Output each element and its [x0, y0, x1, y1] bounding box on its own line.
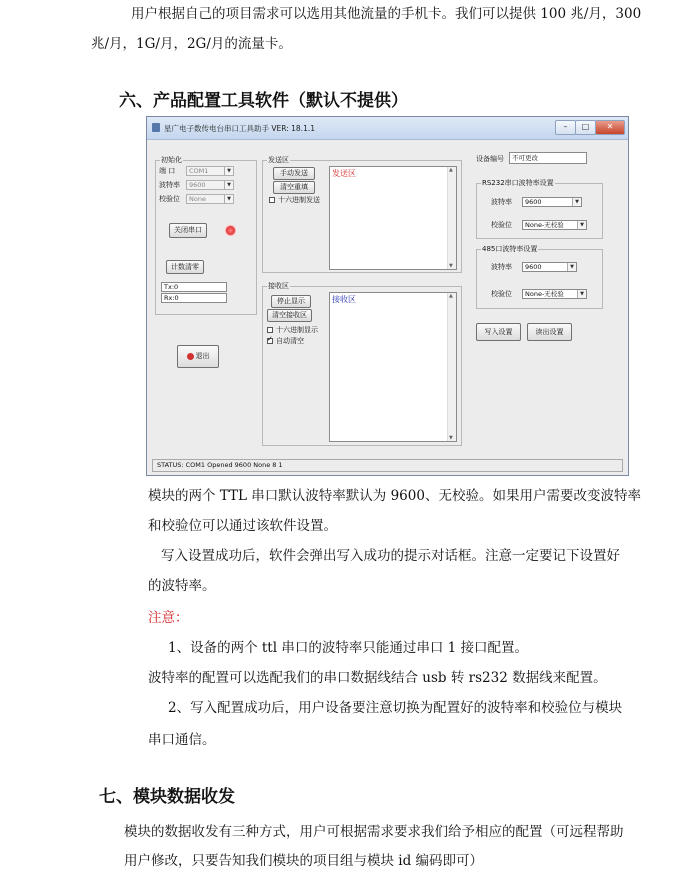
send-group — [262, 156, 462, 273]
chevron-down-icon: ▼ — [224, 195, 233, 203]
para2-line-2: 的波特率。 — [148, 578, 216, 594]
rs232-group-title: RS232串口波特率设置 — [482, 179, 554, 187]
write-settings-button[interactable]: 写入设置 — [476, 323, 521, 341]
receive-textarea[interactable] — [329, 292, 457, 442]
close-port-button[interactable]: 关闭串口 — [169, 223, 207, 238]
clear-resend-button[interactable]: 清空重填 — [273, 181, 315, 194]
receive-group — [262, 282, 462, 446]
window-titlebar — [147, 117, 628, 140]
baud-value: 9600 — [189, 181, 206, 189]
port-value: COM1 — [189, 167, 209, 175]
rs485-parity-value: None-无校验 — [525, 290, 564, 298]
section-heading-6: 六、产品配置工具软件（默认不提供） — [119, 91, 408, 111]
config-tool-screenshot — [146, 116, 629, 476]
note-1b: 波特率的配置可以选配我们的串口数据线结合 usb 转 rs232 数据线来配置。 — [148, 670, 607, 686]
hex-display-label: 十六进制显示 — [276, 326, 318, 334]
minimize-button[interactable]: – — [555, 120, 576, 135]
rs485-parity-select[interactable] — [522, 289, 587, 299]
port-select[interactable] — [186, 166, 234, 176]
baud-select[interactable] — [186, 180, 234, 190]
para2-line-1: 写入设置成功后，软件会弹出写入成功的提示对话框。注意一定要记下设置好 — [161, 548, 620, 564]
chevron-down-icon: ▼ — [224, 167, 233, 175]
rs485-group — [476, 245, 603, 309]
status-bar: STATUS: COM1 Opened 9600 None 8 1 — [152, 459, 623, 472]
close-button[interactable]: ✕ — [595, 120, 625, 135]
chevron-down-icon: ▼ — [224, 181, 233, 189]
rs232-parity-label: 校验位 — [491, 221, 512, 229]
chevron-down-icon: ▼ — [577, 221, 586, 229]
hex-display-checkbox[interactable] — [267, 327, 273, 333]
read-settings-button[interactable]: 读出设置 — [527, 323, 572, 341]
tx-count: Tx:0 — [161, 282, 227, 292]
note-label: 注意： — [148, 610, 189, 626]
app-icon — [152, 123, 160, 132]
chevron-down-icon: ▼ — [567, 263, 576, 271]
baud-label: 波特率 — [159, 181, 180, 189]
port-label: 端 口 — [159, 167, 176, 175]
parity-label: 校验位 — [159, 195, 180, 203]
rs485-baud-select[interactable] — [522, 262, 577, 272]
rs232-parity-value: None-无校验 — [525, 221, 564, 229]
scroll-up-icon: ▲ — [449, 167, 453, 173]
hex-send-checkbox[interactable] — [269, 197, 275, 203]
device-id-label: 设备编号 — [476, 155, 504, 163]
parity-select[interactable] — [186, 194, 234, 204]
init-group — [155, 156, 257, 315]
note-2-line-1: 2、写入配置成功后，用户设备要注意切换为配置好的波特率和校验位与模块 — [168, 700, 623, 716]
receive-group-title: 接收区 — [268, 282, 289, 290]
send-scrollbar[interactable] — [447, 167, 456, 269]
scroll-up-icon: ▲ — [449, 293, 453, 299]
send-textarea[interactable] — [329, 166, 457, 270]
exit-icon — [187, 353, 194, 360]
rs232-parity-select[interactable] — [522, 220, 587, 230]
intro-line-1: 用户根据自己的项目需求可以选用其他流量的手机卡。我们可以提供 100 兆/月，300 — [131, 6, 642, 22]
rs485-baud-label: 波特率 — [491, 263, 512, 271]
rs485-parity-label: 校验位 — [491, 290, 512, 298]
para3-line-2: 用户修改，只要告知我们模块的项目组与模块 id 编码即可） — [124, 853, 484, 869]
scroll-down-icon: ▼ — [449, 263, 453, 269]
clear-count-button[interactable]: 计数清零 — [166, 260, 204, 274]
window-title: 星广电子数传电台串口工具助手 VER: 18.1.1 — [164, 124, 315, 133]
send-group-title: 发送区 — [268, 156, 289, 164]
rs485-baud-value: 9600 — [525, 263, 542, 271]
device-id-field: 不可更改 — [509, 152, 587, 164]
rs232-baud-label: 波特率 — [491, 198, 512, 206]
rs232-baud-value: 9600 — [525, 198, 542, 206]
init-group-title: 初始化 — [161, 156, 182, 164]
auto-clear-checkbox[interactable] — [267, 338, 273, 344]
chevron-down-icon: ▼ — [572, 198, 581, 206]
send-area-text: 发送区 — [332, 169, 356, 178]
note-2-line-2: 串口通信。 — [148, 732, 216, 748]
stop-display-button[interactable]: 停止显示 — [271, 295, 311, 308]
rx-count: Rx:0 — [161, 293, 227, 303]
scroll-down-icon: ▼ — [449, 435, 453, 441]
rs485-group-title: 485口波特率设置 — [482, 245, 538, 253]
port-status-led-icon — [226, 226, 235, 235]
rs232-group — [476, 179, 603, 239]
section-heading-7: 七、模块数据收发 — [99, 787, 235, 807]
intro-line-2: 兆/月，1G/月，2G/月的流量卡。 — [91, 36, 292, 52]
chevron-down-icon: ▼ — [577, 290, 586, 298]
maximize-button[interactable]: □ — [575, 120, 596, 135]
note-1: 1、设备的两个 ttl 串口的波特率只能通过串口 1 接口配置。 — [168, 640, 529, 656]
para3-line-1: 模块的数据收发有三种方式，用户可根据需求要求我们给予相应的配置（可远程帮助 — [124, 824, 624, 840]
hex-send-label: 十六进制发送 — [278, 196, 320, 204]
para1-line-1: 模块的两个 TTL 串口默认波特率默认为 9600、无校验。如果用户需要改变波特率 — [148, 488, 641, 504]
rs232-baud-select[interactable] — [522, 197, 582, 207]
receive-area-text: 接收区 — [332, 295, 356, 304]
auto-clear-label: 自动清空 — [276, 337, 304, 345]
receive-scrollbar[interactable] — [447, 293, 456, 441]
exit-button[interactable] — [177, 345, 219, 368]
exit-label: 退出 — [195, 352, 210, 360]
manual-send-button[interactable]: 手动发送 — [273, 167, 315, 180]
clear-receive-button[interactable]: 清空接收区 — [267, 309, 312, 322]
para1-line-2: 和校验位可以通过该软件设置。 — [148, 518, 337, 534]
parity-value: None — [189, 195, 206, 203]
